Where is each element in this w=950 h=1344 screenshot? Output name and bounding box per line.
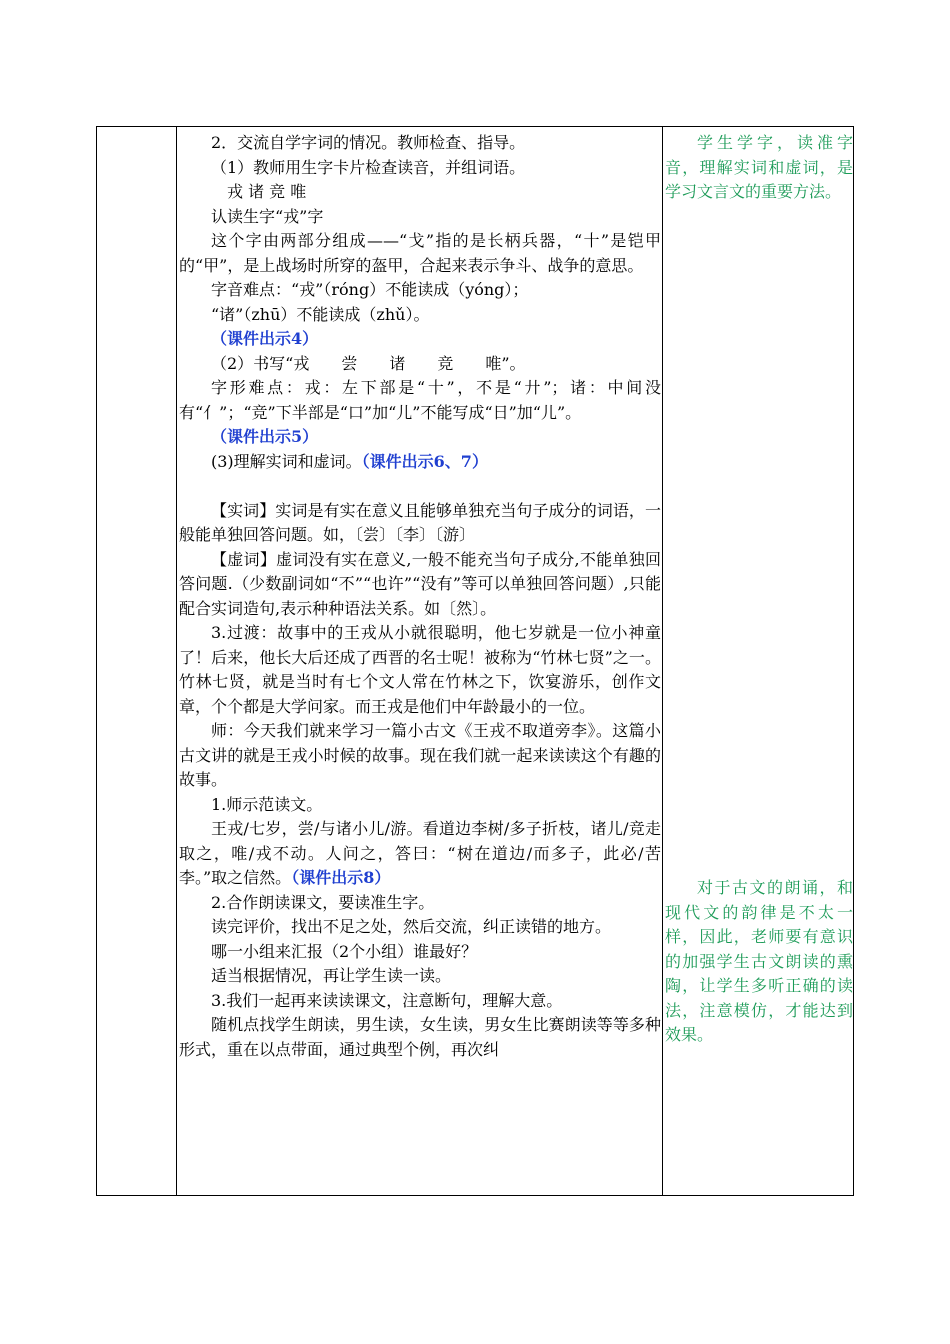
pronunciation-note-1: 字音难点：“戎”（róng）不能读成（yóng）； xyxy=(211,280,529,299)
group-reading: 2.合作朗读课文，要读准生字。 xyxy=(211,892,435,912)
random-reading: 随机点找学生朗读，男生读，女生读，男女生比赛朗读等等多种形式，重在以点带面，通过典型个例，再次纠 xyxy=(179,1015,661,1059)
design-note-1: 学生学字，读准字音，理解实词和虚词，是学习文言文的重要方法。 xyxy=(665,133,853,201)
classical-text-body: 王戎/七岁，尝/与诸小儿/游。看道边李树/多子折枝，诸儿/竞走取之，唯/戎不动。人问之，答曰：“树在道边/而多子，此必/苦李。”取之信然。 xyxy=(179,819,661,887)
blank-line xyxy=(179,474,661,499)
transition: 3.过渡：故事中的王戎从小就很聪明，他七岁就是一位小神童了！后来，他长大后还成了西晋的名士呢！被称为“竹林七贤”之一。竹林七贤，就是当时有七个文人常在竹林之下，饮宴游乐，创作文章，个个都是大学问家。而王戎是他们中年龄最小的一位。 xyxy=(179,623,661,716)
courseware-6-7: （课件出示6、7） xyxy=(361,451,488,471)
shape-difficulty: 字形难点：戎：左下部是“十”，不是“廾”；诸：中间没有“亻”；“竞”下半部是“口”加“儿”不能写成“日”加“儿”。 xyxy=(179,378,661,422)
function-words: 【虚词】虚词没有实在意义,一般不能充当句子成分,不能单独回答问题.（少数副词如“不”“也许”“没有”等可以单独回答问题）,只能配合实词造句,表示种种语法关系。如〔然〕。 xyxy=(179,549,661,618)
courseware-8: （课件出示8） xyxy=(291,868,391,887)
content-words: 【实词】实词是有实在意义且能够单独充当句子成分的词语，一般能单独回答问题。如，〔尝〕〔李〕〔游〕 xyxy=(179,500,661,544)
reread: 适当根据情况，再让学生读一读。 xyxy=(211,966,452,985)
teaching-process-column xyxy=(179,131,661,1062)
rong-explanation: 这个字由两部分组成——“戈”指的是长柄兵器，“十”是铠甲的“甲”，是上战场时所穿的盔甲，合起来表示争斗、战争的意思。 xyxy=(179,231,661,275)
evaluation: 读完评价，找出不足之处，然后交流，纠正读错的地方。 xyxy=(211,917,612,936)
step-3: 3.我们一起再来读读课文，注意断句，理解大意。 xyxy=(211,990,563,1010)
step-2-2: （2）书写“戎 尝 诸 竞 唯”。 xyxy=(211,353,526,373)
column-divider-right xyxy=(662,127,663,1195)
pronunciation-note-2: “诸”（zhū）不能读成（zhǔ）。 xyxy=(211,304,430,324)
teacher-intro: 师：今天我们就来学习一篇小古文《王戎不取道旁李》。这篇小古文讲的就是王戎小时候的故事。现在我们就一起来读读这个有趣的故事。 xyxy=(179,721,661,789)
group-report: 哪一小组来汇报（2个小组）谁最好？ xyxy=(211,941,478,961)
recognize-rong: 认读生字“戎”字 xyxy=(211,206,324,226)
lesson-table xyxy=(96,126,854,1196)
character-cards: 戎 诸 竞 唯 xyxy=(227,182,307,201)
step-2-3 xyxy=(179,450,661,475)
classical-text xyxy=(179,817,661,891)
courseware-5: （课件出示5） xyxy=(211,427,319,446)
courseware-4: （课件出示4） xyxy=(211,329,319,348)
step-2-heading: 2．交流自学字词的情况。教师检查、指导。 xyxy=(211,133,526,152)
step-2-1: （1）教师用生字卡片检查读音，并组词语。 xyxy=(211,157,526,177)
column-divider-left xyxy=(176,127,177,1195)
step-2-3-text: (3)理解实词和虚词。 xyxy=(211,451,362,471)
design-note-2: 对于古文的朗诵，和现代文的韵律是不太一样，因此，老师要有意识的加强学生古文朗读的熏陶，让学生多听正确的读法，注意模仿，才能达到效果。 xyxy=(665,878,853,1044)
model-reading: 1.师示范读文。 xyxy=(211,794,323,814)
